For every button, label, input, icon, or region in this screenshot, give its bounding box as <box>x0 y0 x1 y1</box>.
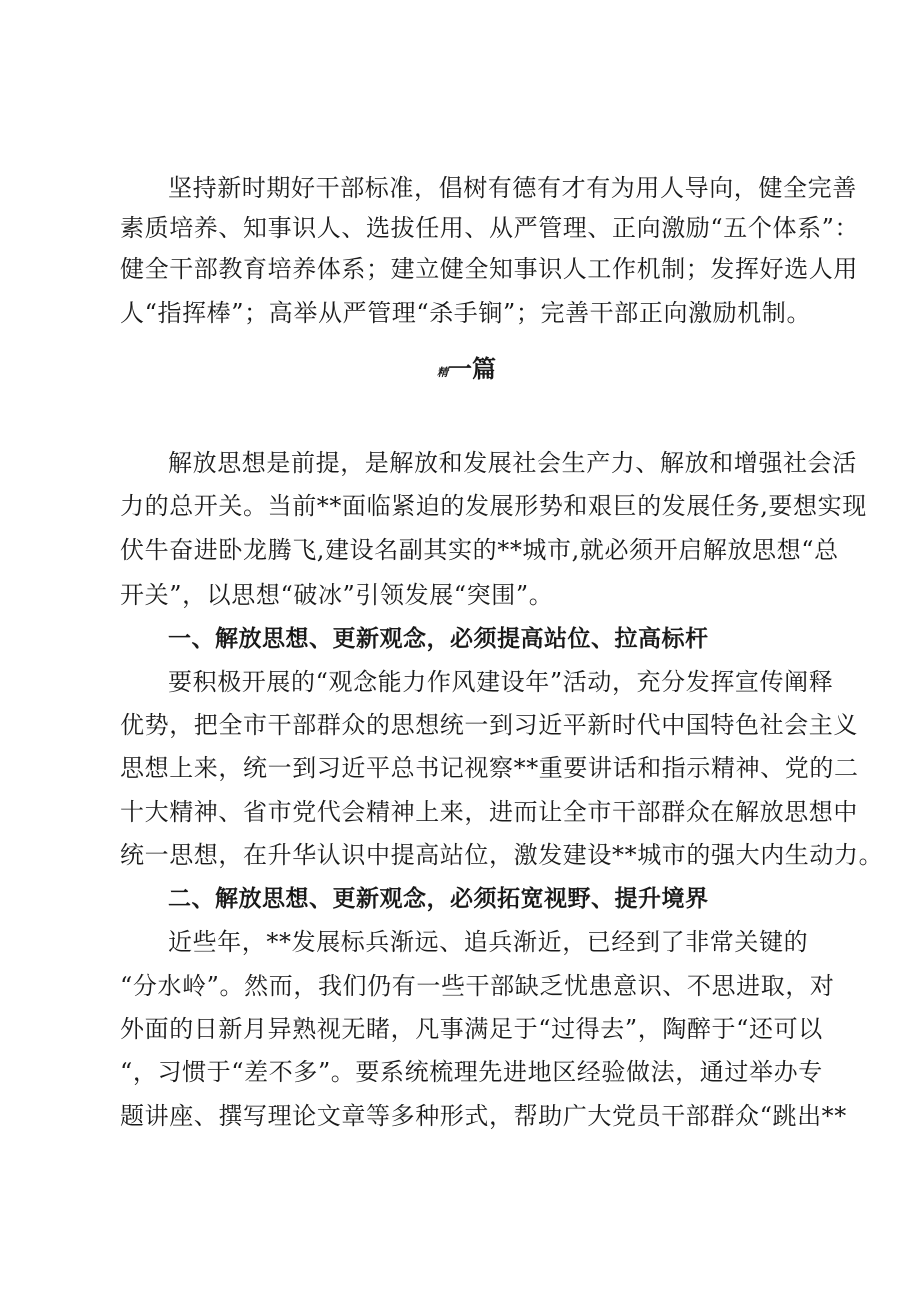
paragraph-1-line-2: 素质培养、知事识人、选拔任用、从严管理、正向激励“五个体系”： <box>120 214 860 242</box>
section-title-mark <box>437 354 496 384</box>
paragraph-1-line-1: 坚持新时期好干部标准，倡树有德有才有为用人导向，健全完善 <box>168 174 857 202</box>
paragraph-3-line-4: 十大精神、省市党代会精神上来，进而让全市干部群众在解放思想中 <box>120 798 858 826</box>
title-mark-big: 一篇 <box>448 355 496 383</box>
paragraph-3-line-5: 统一思想，在升华认识中提高站位，激发建设**城市的强大内生动力。 <box>120 841 884 869</box>
paragraph-4-line-3: 外面的日新月异熟视无睹，凡事满足于“过得去”，陶醉于“还可以 <box>120 1015 823 1043</box>
paragraph-1-line-4: 人“指挥棒”；高举从严管理“杀手锏”；完善干部正向激励机制。 <box>120 299 812 327</box>
paragraph-4-line-5: 题讲座、撰写理论文章等多种形式，帮助广大党员干部群众“跳出** <box>120 1102 847 1130</box>
paragraph-4-line-1: 近些年，**发展标兵渐远、追兵渐近，已经到了非常关键的 <box>168 928 809 956</box>
paragraph-3-line-1: 要积极开展的“观念能力作风建设年”活动，充分发挥宣传阐释 <box>168 668 834 696</box>
paragraph-2-line-3: 伏牛奋进卧龙腾飞,建设名副其实的**城市,就必须开启解放思想“总 <box>120 536 839 564</box>
paragraph-2-line-2: 力的总开关。当前**面临紧迫的发展形势和艰巨的发展任务,要想实现 <box>120 492 867 520</box>
paragraph-2-line-4: 开关”，以思想“破冰”引领发展“突围”。 <box>120 581 554 609</box>
paragraph-4-line-2: “分水岭”。然而，我们仍有一些干部缺乏忧患意识、不思进取，对 <box>120 972 835 1000</box>
paragraph-3-line-2: 优势，把全市干部群众的思想统一到习近平新时代中国特色社会主义 <box>120 711 858 739</box>
section-heading-1: 一、解放思想、更新观念，必须提高站位、拉高标杆 <box>168 626 709 652</box>
paragraph-3-line-3: 思想上来，统一到习近平总书记视察**重要讲话和指示精神、党的二 <box>120 754 859 782</box>
paragraph-2-line-1: 解放思想是前提，是解放和发展社会生产力、解放和增强社会活 <box>168 449 857 477</box>
paragraph-1-line-3: 健全干部教育培养体系；建立健全知事识人工作机制；发挥好选人用 <box>120 255 858 283</box>
title-mark-small: 精 <box>437 366 448 379</box>
section-heading-2: 二、解放思想、更新观念，必须拓宽视野、提升境界 <box>168 886 709 912</box>
paragraph-4-line-4: “，习惯于“差不多”。要系统梳理先进地区经验做法，通过举办专 <box>120 1058 823 1086</box>
